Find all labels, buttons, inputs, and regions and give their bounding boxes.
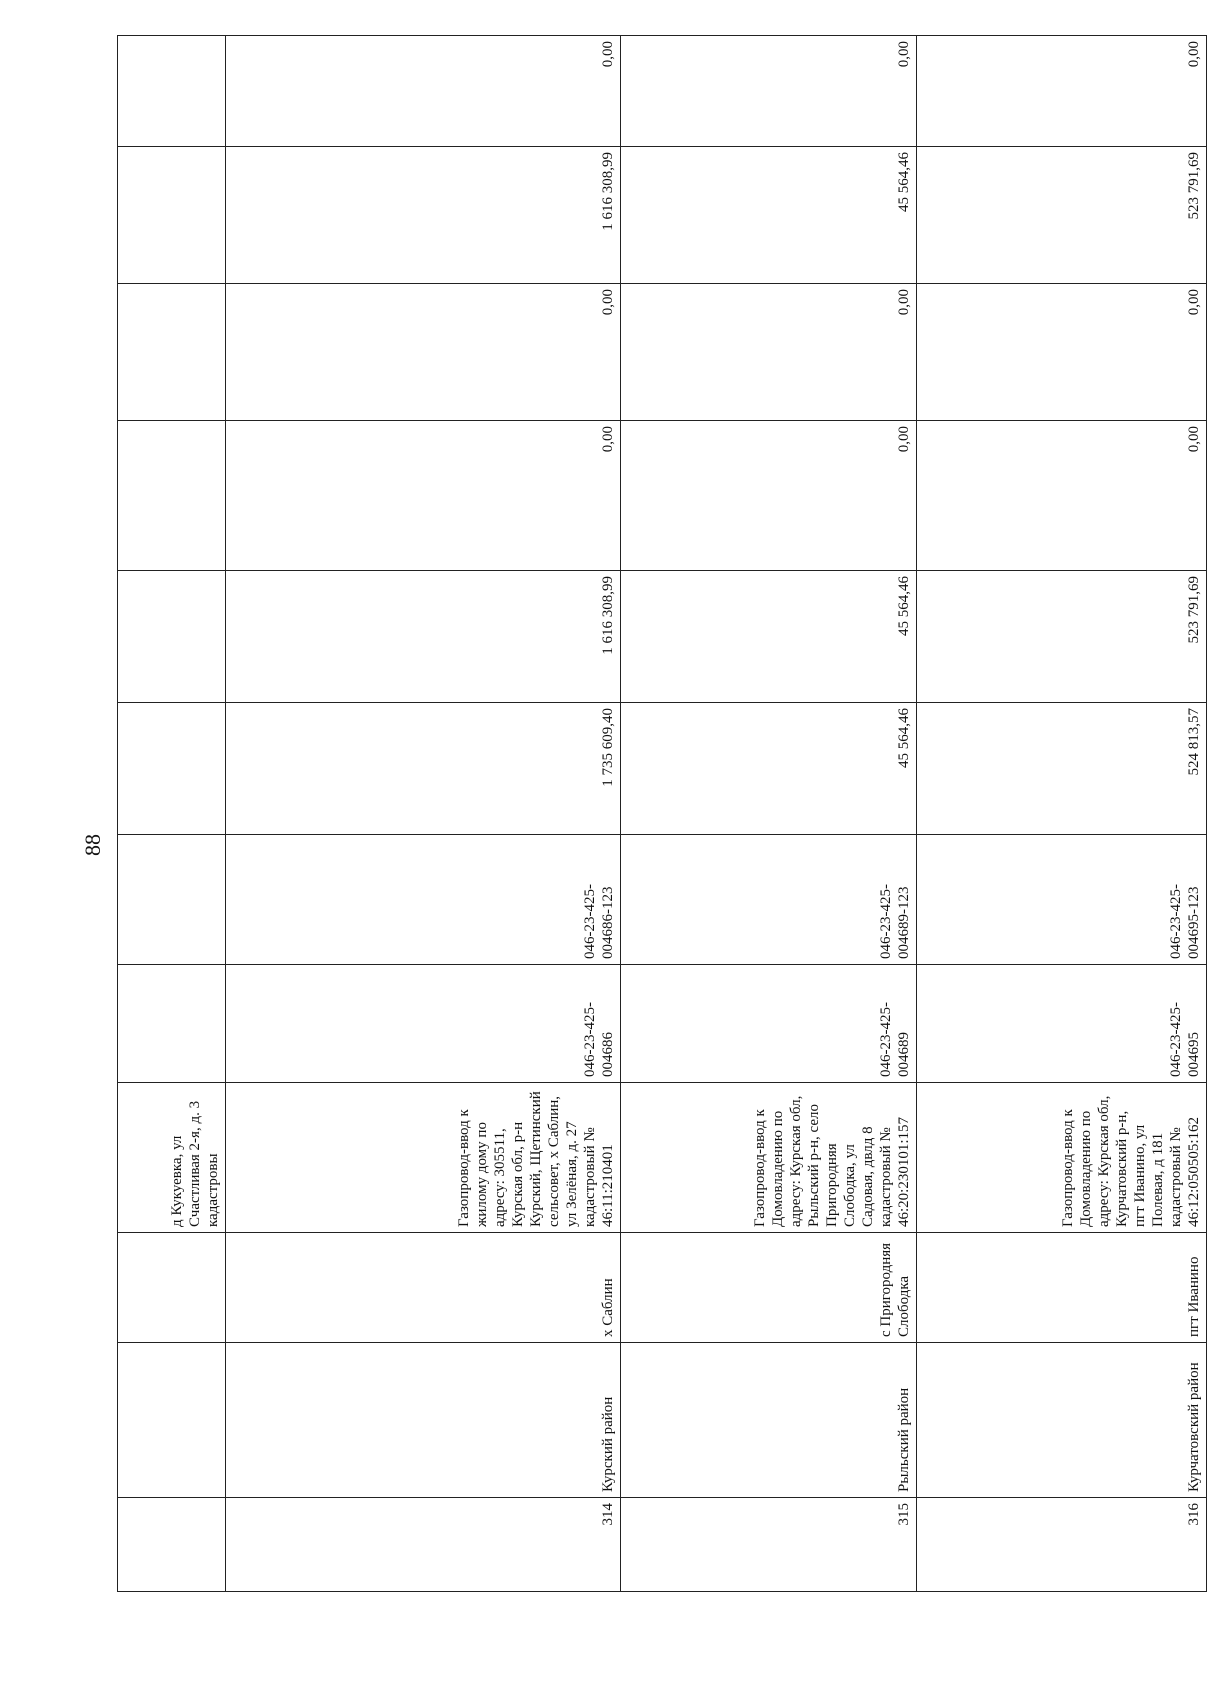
cell-district: Курский район [225, 1343, 620, 1498]
cell-value-1: 1 735 609,40 [225, 703, 620, 835]
cell-value-4: 0,00 [917, 284, 1207, 421]
registry-table-container [117, 41, 1207, 1592]
page-number: 88 [80, 834, 105, 856]
cell-value-6: 0,00 [917, 36, 1207, 147]
cell-inventory-code: 046-23-425-004689-123 [620, 835, 917, 965]
registry-table [117, 35, 1207, 1592]
cell-district: Курчатовский район [917, 1343, 1207, 1498]
cell-empty [118, 703, 226, 835]
table-row-continuation [118, 36, 226, 1592]
cell-empty [118, 421, 226, 571]
cell-code: 046-23-425-004686 [225, 965, 620, 1083]
table-row [225, 36, 620, 1592]
table-row [917, 36, 1207, 1592]
table-row [620, 36, 917, 1592]
cell-value-2: 45 564,46 [620, 571, 917, 703]
cell-inventory-code: 046-23-425-004686-123 [225, 835, 620, 965]
cell-empty [118, 1498, 226, 1592]
cell-empty [118, 284, 226, 421]
cell-value-6: 0,00 [620, 36, 917, 147]
cell-value-5: 1 616 308,99 [225, 147, 620, 284]
cell-value-4: 0,00 [620, 284, 917, 421]
cell-empty [118, 147, 226, 284]
cell-value-6: 0,00 [225, 36, 620, 147]
cell-locality: с Пригородняя Слободка [620, 1233, 917, 1343]
cell-row-number: 314 [225, 1498, 620, 1592]
cell-row-number: 315 [620, 1498, 917, 1592]
cell-value-3: 0,00 [917, 421, 1207, 571]
cell-description: Газопровод-ввод к жилому дому по адресу: 305511, Курская обл, р-н Курский, Щетинский сельсовет, х Саблин, ул Зелёная, д. 27 кадастровый № 46:11:210401 [225, 1083, 620, 1233]
cell-code: 046-23-425-004689 [620, 965, 917, 1083]
cell-value-4: 0,00 [225, 284, 620, 421]
cell-empty [118, 965, 226, 1083]
cell-value-1: 524 813,57 [917, 703, 1207, 835]
cell-empty [118, 571, 226, 703]
cell-value-1: 45 564,46 [620, 703, 917, 835]
cell-locality: х Саблин [225, 1233, 620, 1343]
cell-value-3: 0,00 [620, 421, 917, 571]
cell-empty [118, 1343, 226, 1498]
cell-locality: пгт Иванино [917, 1233, 1207, 1343]
cell-code: 046-23-425-004695 [917, 965, 1207, 1083]
cell-value-2: 1 616 308,99 [225, 571, 620, 703]
cell-address-continuation: д Кукуевка, ул Счастливая 2-я, д. 3 кадастровы [118, 1083, 226, 1233]
cell-district: Рыльский район [620, 1343, 917, 1498]
cell-description: Газопровод-ввод к Домовладению по адресу: Курская обл, Рыльский р-н, село Пригородняя Слободка, ул Садовая, двлд 8 кадастровый № 46:20:230101:157 [620, 1083, 917, 1233]
cell-inventory-code: 046-23-425-004695-123 [917, 835, 1207, 965]
cell-empty [118, 835, 226, 965]
cell-description: Газопровод-ввод к Домовладению по адресу: Курская обл, Курчатовский р-н, пгт Иванино, ул Полевая, д 181 кадастровый № 46:12:050505:162 [917, 1083, 1207, 1233]
cell-value-5: 45 564,46 [620, 147, 917, 284]
cell-row-number: 316 [917, 1498, 1207, 1592]
cell-empty [118, 1233, 226, 1343]
cell-value-5: 523 791,69 [917, 147, 1207, 284]
cell-empty [118, 36, 226, 147]
cell-value-3: 0,00 [225, 421, 620, 571]
cell-value-2: 523 791,69 [917, 571, 1207, 703]
